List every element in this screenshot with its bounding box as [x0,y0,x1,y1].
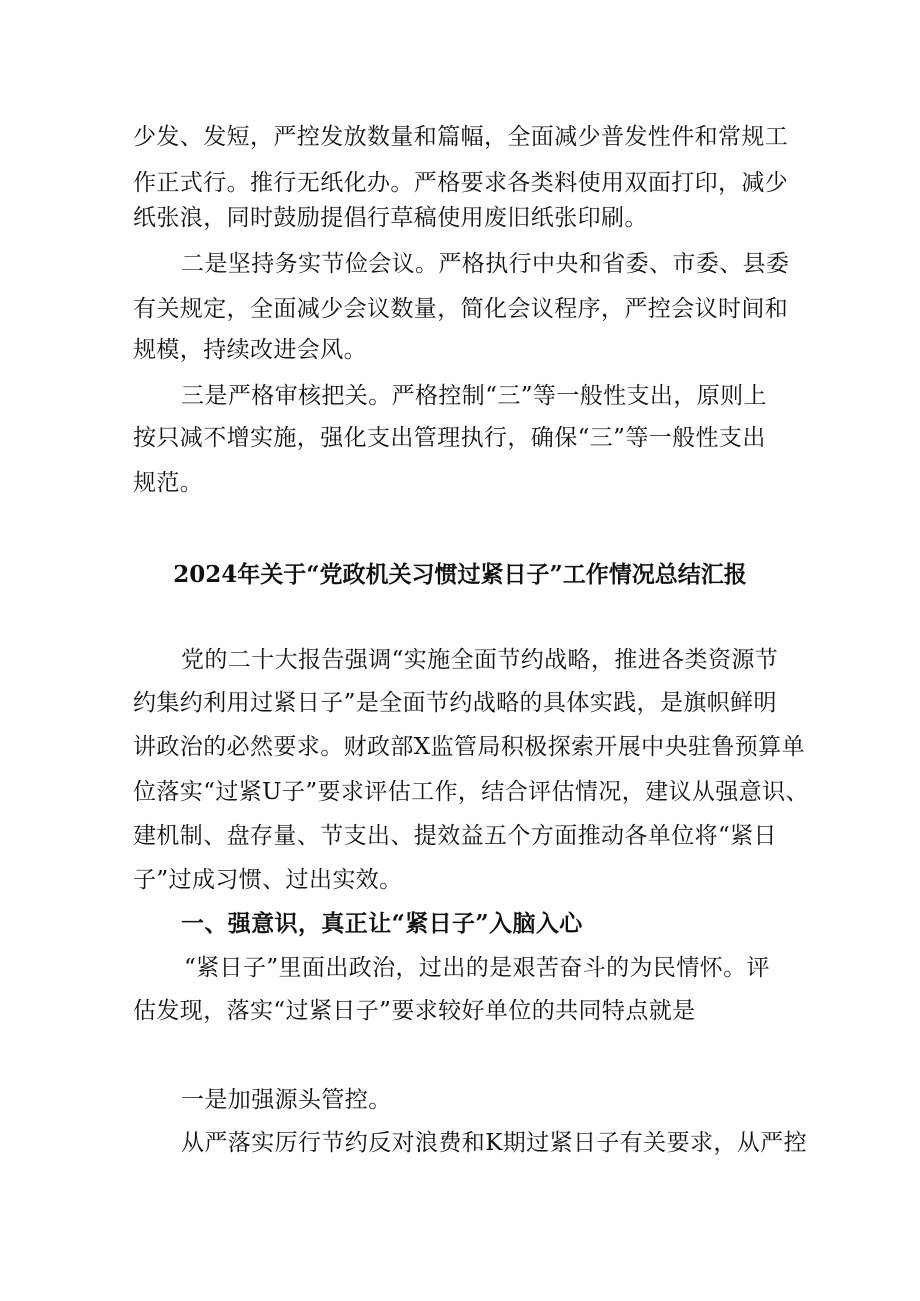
body-line: 建机制、盘存量、节支出、提效益五个方面推动各单位将“紧日 [133,823,777,849]
body-line: “紧日子”里面出政治，过出的是艰苦奋斗的为民情怀。评 [184,955,770,981]
body-line: 规模，持续改进会风。 [133,337,367,363]
body-line: 按只减不增实施，强化支出管理执行，确保“三”等一般性支出 [133,425,766,451]
body-line: 二是坚持务实节俭会议。严格执行中央和省委、市委、县委 [181,251,790,277]
body-line: 子”过成习惯、过出实效。 [133,867,403,893]
body-line: 规范。 [133,470,204,496]
body-line: 约集约利用过紧日子”是全面节约战略的具体实践，是旗帜鲜明 [133,690,777,716]
body-line: 讲政治的必然要求。财政部X监管局积极探索开展中央驻鲁预算单 [133,734,805,760]
body-line: 三是严格审核把关。严格控制“三”等一般性支出，原则上 [181,383,767,409]
body-line: 作正式行。推行无纸化办。严格要求各类料使用双面打印，减少 [133,170,789,196]
body-line: 纸张浪，同时鼓励提倡行草稿使用废旧纸张印刷。 [133,205,648,231]
body-line: 少发、发短，严控发放数量和篇幅，全面减少普发性件和常规工 [133,124,789,150]
body-line: 从严落实厉行节约反对浪费和K期过紧日子有关要求，从严控 [181,1130,807,1156]
section-heading: 一、强意识，真正让“紧日子”入脑入心 [181,910,583,937]
body-line: 估发现，落实“过紧日子”要求较好单位的共同特点就是 [133,998,696,1024]
document-title: 2024年关于“党政机关习惯过紧日子”工作情况总结汇报 [173,561,747,588]
body-line: 党的二十大报告强调“实施全面节约战略，推进各类资源节 [181,647,779,673]
body-line: 位落实“过紧U子”要求评估工作，结合评估情况，建议从强意识、 [133,779,809,805]
body-line: 有关规定，全面减少会议数量，简化会议程序，严控会议时间和 [133,296,789,322]
body-line: 一是加强源头管控。 [181,1087,392,1113]
